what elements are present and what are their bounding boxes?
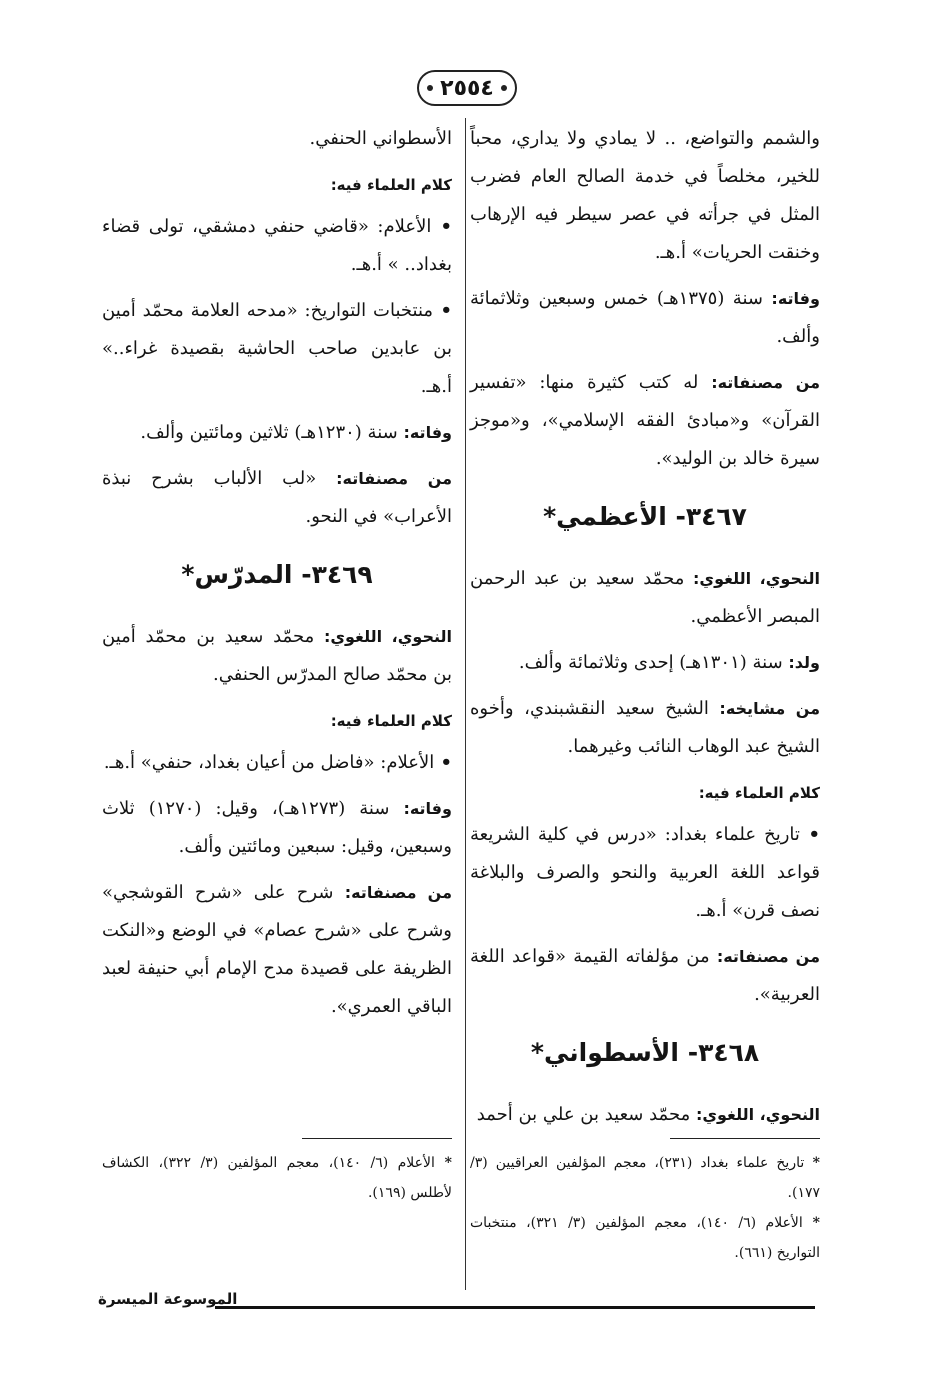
left-works-paragraph [102, 460, 452, 536]
entry-3467-scholars-heading: كلام العلماء فيه: [698, 784, 820, 802]
left-works-label: من مصنفاته: [336, 469, 452, 488]
footer-title: الموسوعة الميسرة [98, 1290, 238, 1308]
column-divider [465, 118, 466, 1290]
entry-3467-teachers [470, 690, 820, 766]
left-column [102, 120, 452, 1034]
intro-paragraph: والشمم والتواضع، .. لا يمادي ولا يداري، محباً للخير، مخلصاً في خدمة الصالح العام فضرب المثل في جرأته في عصر سيطر فيه الإرهاب وخنقت الحريات» أ.هـ. [470, 128, 820, 263]
entry-3467-works-text: من مؤلفاته القيمة «قواعد اللغة العربية». [470, 946, 820, 1005]
entry-3467-works-label: من مصنفاته: [716, 947, 820, 966]
entry-3468-intro-label: النحوي، اللغوي: [695, 1105, 820, 1124]
entry-3468-title: ٣٤٦٨- الأسطواني* [530, 1038, 760, 1067]
footnote-3467: * تاريخ علماء بغداد (٢٣١)، معجم المؤلفين العراقيين (٣/ ١٧٧). [470, 1148, 820, 1208]
quote-muntakhabat: • منتخبات التواريخ: «مدحه العلامة محمّد أمين بن عابدين صاحب الحاشية بقصيدة غراء..» أ.هـ. [102, 292, 452, 406]
entry-3469-works-label: من مصنفاته: [344, 883, 452, 902]
entry-3467-born-label: ولد: [788, 653, 820, 672]
footnotes-right [470, 1148, 820, 1268]
entry-3467-teachers-text: الشيخ سعيد النقشبندي، وأخوه الشيخ عبد الوهاب النائب وغيرهما. [470, 698, 820, 757]
entry-3469-title: ٣٤٦٩- المدرّس* [181, 560, 373, 589]
works-paragraph [470, 364, 820, 478]
death-paragraph [470, 280, 820, 356]
entry-3467-title: ٣٤٦٧- الأعظمي* [543, 502, 747, 531]
entry-3467-intro-text: محمّد سعيد بن عبد الرحمن المبصر الأعظمي. [470, 568, 820, 627]
left-death-paragraph [102, 414, 452, 452]
entry-3467-quote: • تاريخ علماء بغداد: «درس في كلية الشريعة قواعد اللغة العربية والنحو والصرف والبلاغة نصف قرن» أ.هـ. [470, 816, 820, 930]
left-works-text: «لب الألباب بشرح نبذة الأعراب» في النحو. [102, 468, 452, 527]
footnote-3469: * الأعلام (٦/ ١٤٠)، معجم المؤلفين (٣/ ٣٢٢)، الكشاف لأطلس (١٦٩). [102, 1148, 452, 1208]
entry-3468-intro [470, 1096, 820, 1134]
entry-3469-death [102, 790, 452, 866]
entry-3467-intro [470, 560, 820, 636]
entry-3467-intro-label: النحوي، اللغوي: [693, 569, 820, 588]
entry-3468-intro-text: محمّد سعيد بن علي بن أحمد [476, 1104, 691, 1125]
entry-3467-works [470, 938, 820, 1014]
left-death-text: سنة (١٢٣٠هـ) ثلاثين ومائتين وألف. [140, 422, 398, 443]
entry-3469-intro [102, 618, 452, 694]
page-number: ٢٥٥٤ [417, 70, 517, 106]
left-death-label: وفاته: [403, 423, 452, 442]
entry-3469-works [102, 874, 452, 1026]
quote-alam: • الأعلام: «قاضي حنفي دمشقي، تولى قضاء بغداد.. » أ.هـ. [102, 208, 452, 284]
footnote-rule-left [302, 1138, 452, 1139]
footer-rule [215, 1306, 815, 1309]
entry-3469-death-text: سنة (١٢٧٣هـ)، وقيل: (١٢٧٠) ثلاث وسبعين، وقيل: سبعين ومائتين وألف. [102, 798, 452, 857]
entry-3469-death-label: وفاته: [403, 799, 452, 818]
continuation-paragraph: الأسطواني الحنفي. [309, 128, 452, 149]
entry-3469-scholars-heading: كلام العلماء فيه: [330, 712, 452, 730]
entry-3467-born [470, 644, 820, 682]
death-text: سنة (١٣٧٥هـ) خمس وسبعين وثلاثمائة وألف. [470, 288, 820, 347]
entry-3467-teachers-label: من مشايخه: [719, 699, 820, 718]
works-label: من مصنفاته: [711, 373, 820, 392]
entry-3469-intro-label: النحوي، اللغوي: [323, 627, 452, 646]
footnote-rule-right [670, 1138, 820, 1139]
works-text: له كتب كثيرة منها: «تفسير القرآن» و«مبادئ الفقه الإسلامي»، و«موجز سيرة خالد بن الوليد». [470, 372, 820, 469]
entry-3469-intro-text: محمّد سعيد بن محمّد أمين بن محمّد صالح المدرّس الحنفي. [102, 626, 452, 685]
scholars-heading: كلام العلماء فيه: [330, 176, 452, 194]
footnote-3468: * الأعلام (٦/ ١٤٠)، معجم المؤلفين (٣/ ٣٢١)، منتخبات التواريخ (٦٦١). [470, 1208, 820, 1268]
entry-3467-born-text: سنة (١٣٠١هـ) إحدى وثلاثمائة وألف. [518, 652, 783, 673]
death-label: وفاته: [771, 289, 820, 308]
right-column [470, 120, 820, 1142]
entry-3469-quote: • الأعلام: «فاضل من أعيان بغداد، حنفي» أ.هـ. [102, 744, 452, 782]
entry-3469-works-text: شرح على «شرح القوشجي» وشرح على «شرح عصام» في الوضع و«النكت الظريفة على قصيدة مدح الإمام أبي حنيفة لعبد الباقي العمري». [102, 882, 452, 1017]
footnotes-left [102, 1148, 452, 1208]
